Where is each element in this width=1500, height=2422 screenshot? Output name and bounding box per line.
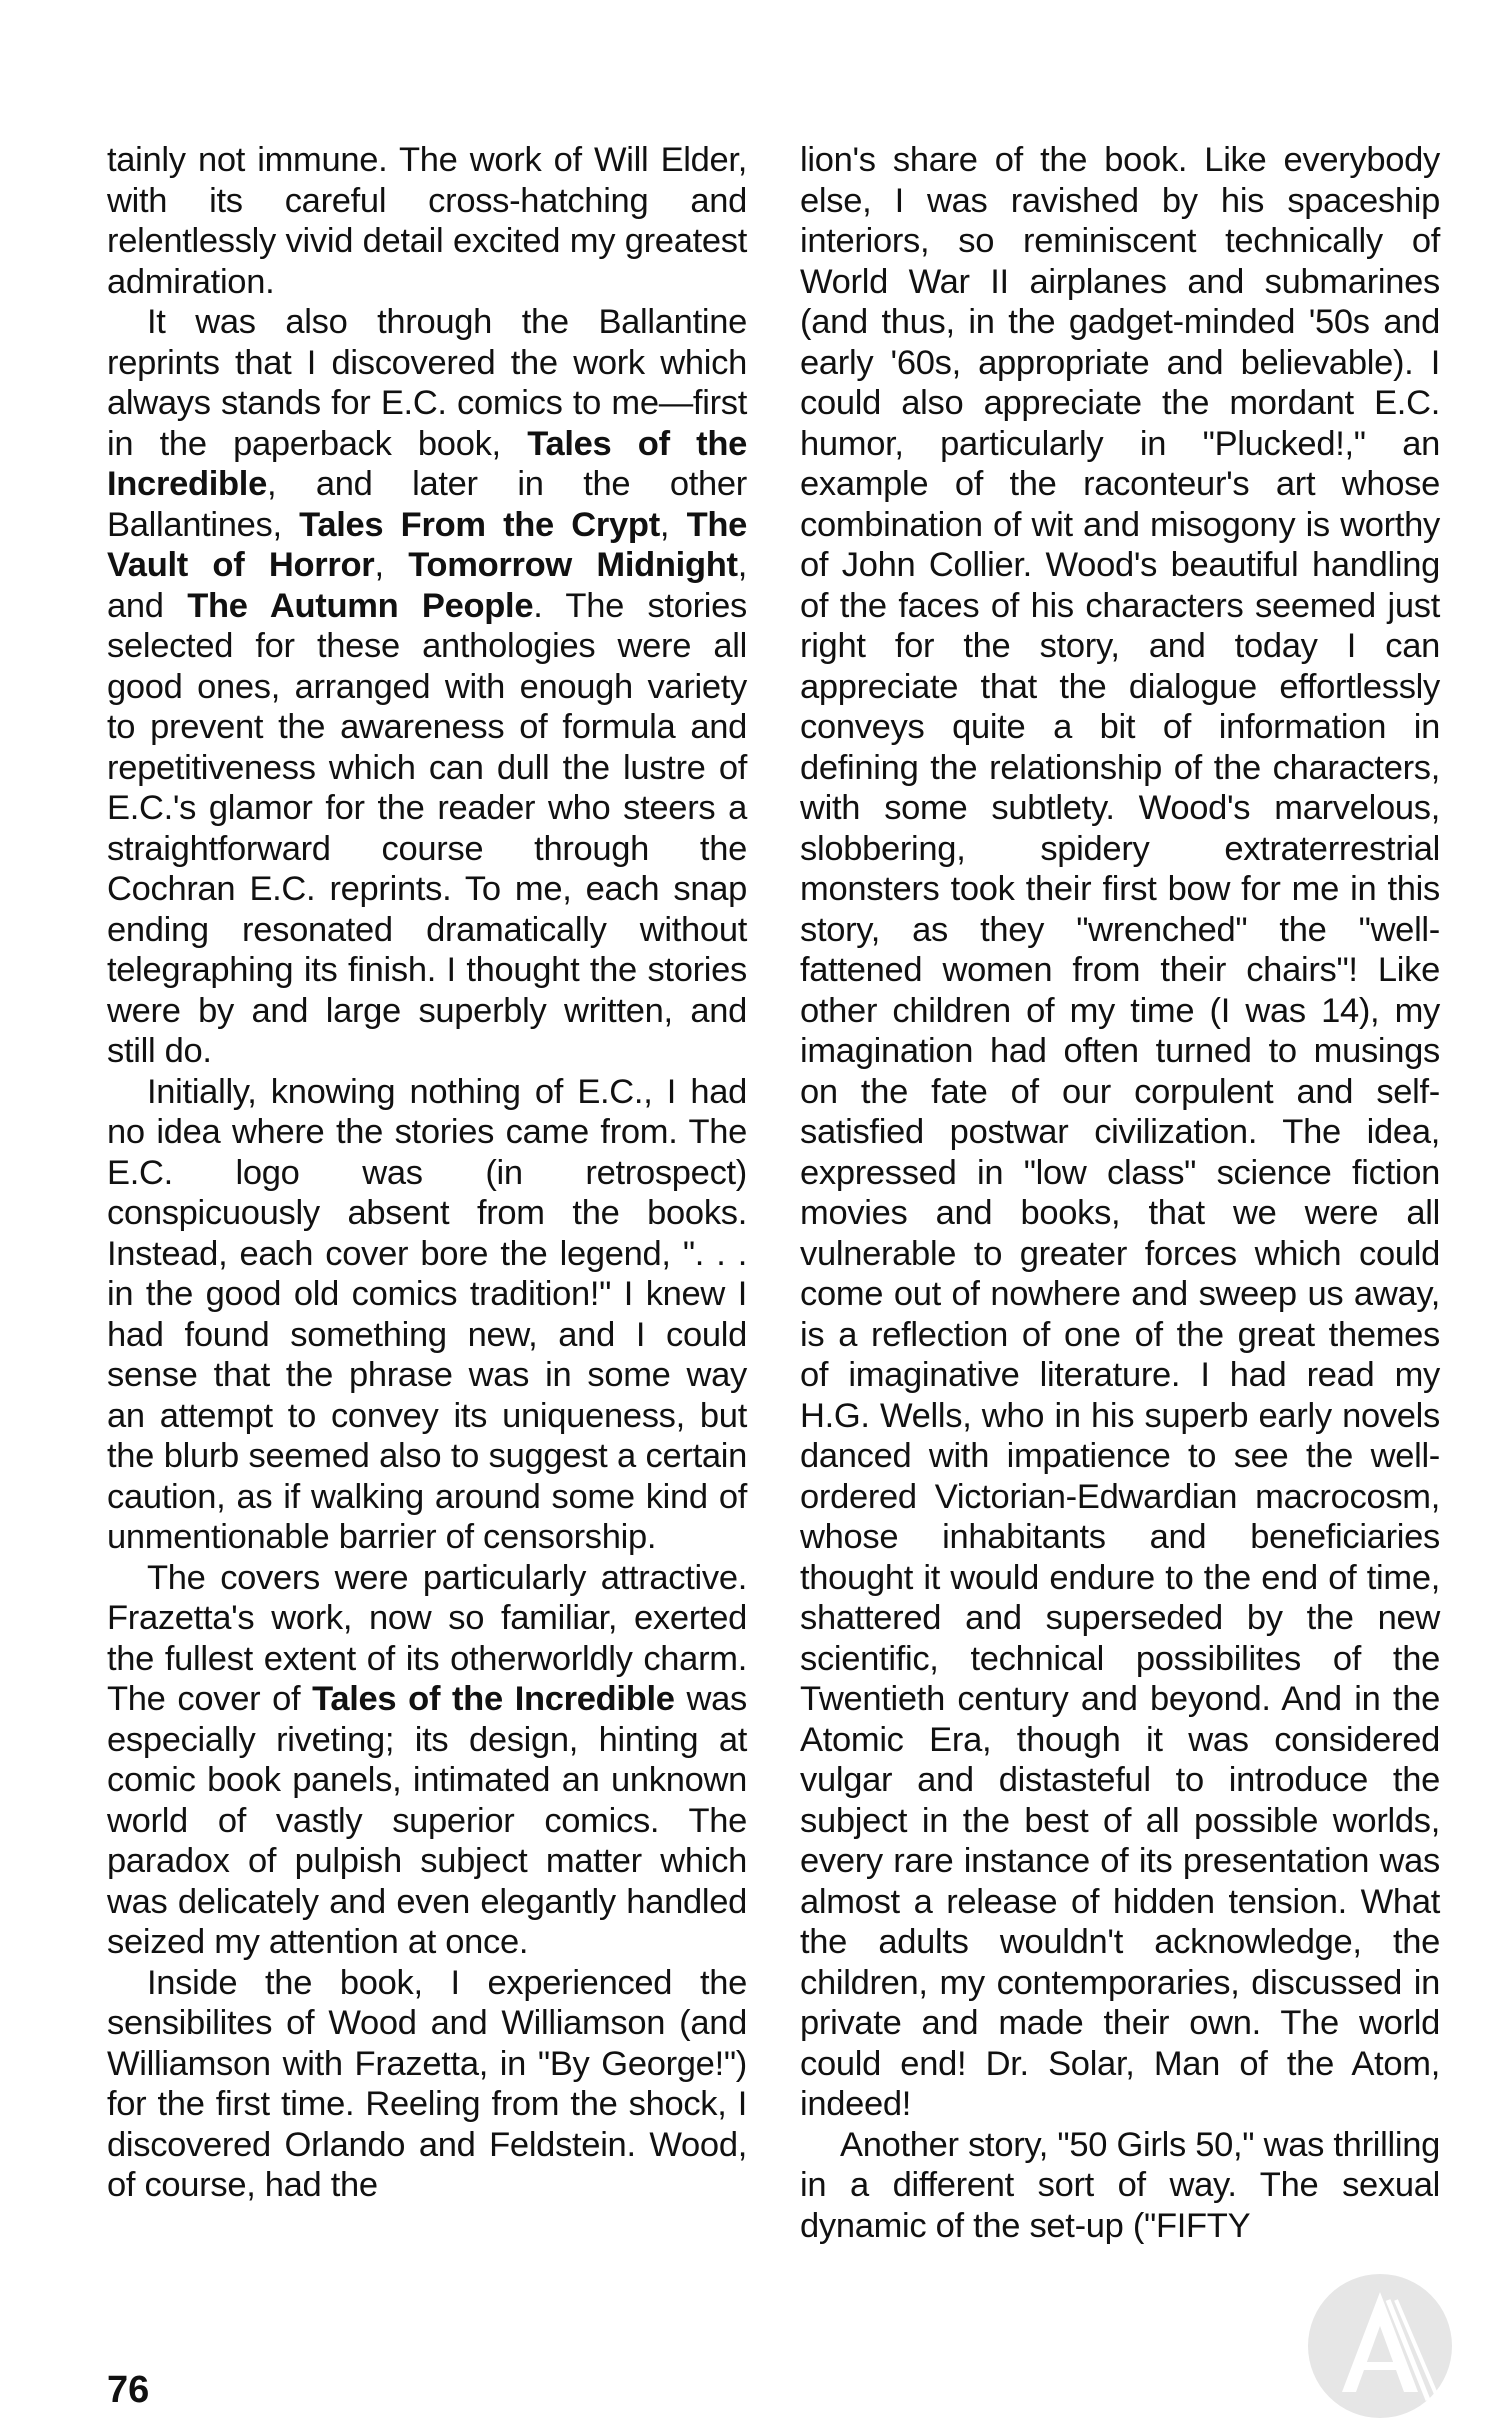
page-number: 76 [107,2369,150,2411]
paragraph: The covers were particularly attractive. Frazetta's work, now so familiar, exerted the fullest extent of its otherworldly charm. The cover of Tales of the Incredible was especially riveting; its design, hinting at comic book panels, intimated an unknown world of vastly superior comics. The paradox of pulpish subject matter which was delicately and even elegantly handled seized my attention at once. [107,1558,747,1961]
right-text-column [800,140,1440,2246]
book-title: The Vault of Horror [107,505,747,584]
paragraph: Inside the book, I experienced the sensibilites of Wood and Williamson (and Williamson with Frazetta, in "By George!") for the first time. Reeling from the shock, I discovered Orlando and Feldstein. Wood, of course, had the [107,1963,747,2204]
paragraph: lion's share of the book. Like everybody else, I was ravished by his spaceship interiors, so reminiscent technically of World War II airplanes and submarines (and thus, in the gadget-minded '50s and early '60s, appropriate and believable). I could also appreciate the mordant E.C. humor, particularly in "Plucked!," an example of the raconteur's art whose combination of wit and misogony is worthy of John Collier. Wood's beautiful handling of the faces of his characters seemed just right for the story, and today I can appreciate that the dialogue effortlessly conveys quite a bit of information in defining the relationship of the characters, with some subtlety. Wood's marvelous, slobbering, spidery extraterrestrial monsters took their first bow for me in this story, as they "wrenched" the "well-fattened women from their chairs"! Like other children of my time (I was 14), my imagination had often turned to musings on the fate of our corpulent and self-satisfied postwar civilization. The idea, expressed in "low class" science fiction movies and books, that we were all vulnerable to greater forces which could come out of nowhere and sweep us away, is a reflection of one of the great themes of imaginative literature. I had read my H.G. Wells, who in his superb early novels danced with impatience to see the well-ordered Victorian-Edwardian macrocosm, whose inhabitants and beneficiaries thought it would endure to the end of time, shattered and superseded by the new scientific, technical possibilites of the Twentieth century and beyond. And in the Atomic Era, though it was considered vulgar and distasteful to introduce the subject in the best of all possible worlds, every rare instance of its presentation was almost a release of hidden tension. What the adults wouldn't acknowledge, the children, my contemporaries, discussed in private and made their own. The world could end! Dr. Solar, Man of the Atom, indeed! [800,141,1440,2123]
book-title: Tales of the Incredible [312,1680,675,1718]
paragraph: tainly not immune. The work of Will Elder, with its careful cross-hatching and relentlessly vivid detail excited my greatest admiration. [107,141,747,301]
book-title: Tales From the Crypt [299,505,660,544]
book-title: The Autumn People [187,586,534,625]
book-title: Tales of the Incredible [107,424,748,503]
paragraph: Another story, "50 Girls 50," was thrilling in a different sort of way. The sexual dynamic of the set-up ("FIFTY [800,2125,1440,2245]
publisher-logo-icon [1300,2270,1460,2422]
paragraph: It was also through the Ballantine reprints that I discovered the work which always stands for E.C. comics to me—first in the paperback book, Tales of the Incredible, and later in the other Ballantines, Tales From the Crypt, The Vault of Horror, Tomorrow Midnight, and The Autumn People. The stories selected for these anthologies were all good ones, arranged with enough variety to prevent the awareness of formula and repetitiveness which can dull the lustre of E.C.'s glamor for the reader who steers a straightforward course through the Cochran E.C. reprints. To me, each snap ending resonated dramatically without telegraphing its finish. I thought the stories were by and large superbly written, and still do. [107,303,748,1070]
book-title: Tomorrow Midnight [408,546,738,584]
left-text-column [107,140,747,2206]
paragraph: Initially, knowing nothing of E.C., I had no idea where the stories came from. The E.C. logo was (in retrospect) conspicuously absent from the books. Instead, each cover bore the legend, ". . . in the good old comics tradition!" I knew I had found something new, and I could sense that the phrase was in some way an attempt to convey its uniqueness, but the blurb seemed also to suggest a certain caution, as if walking around some kind of unmentionable barrier of censorship. [107,1072,747,1556]
